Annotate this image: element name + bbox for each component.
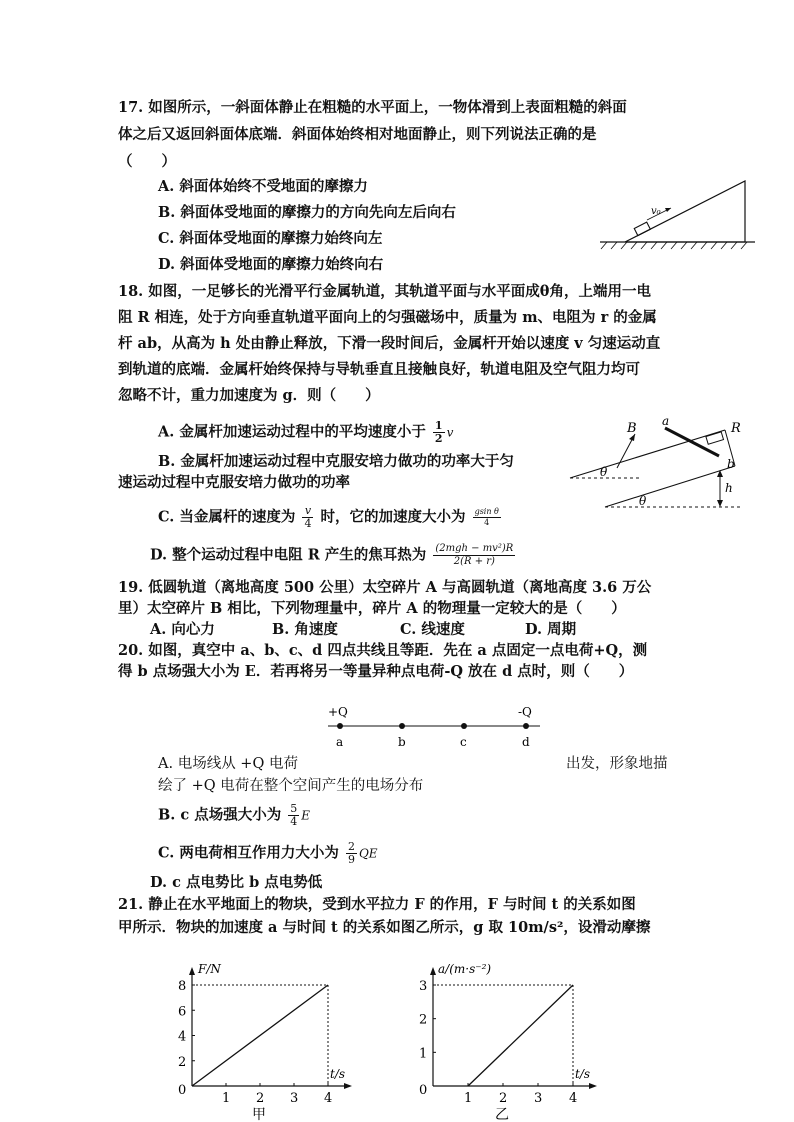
q21-stem-line1: 21. 静止在水平地面上的物块，受到水平拉力 F 的作用，F 与时间 t 的关系如图 bbox=[118, 896, 636, 913]
q20-option-c-text: C. 两电荷相互作用力大小为 bbox=[158, 844, 339, 862]
q18-option-a-fraction bbox=[433, 420, 445, 445]
q18-stem-line2: 阻 R 相连，处于方向垂直轨道平面向上的匀强磁场中，质量为 m、电阻为 r 的金属 bbox=[118, 309, 657, 326]
point-c bbox=[461, 723, 467, 729]
chart-force-vs-time bbox=[170, 955, 360, 1122]
q20-option-c bbox=[158, 841, 378, 866]
q18-option-b-line1: B. 金属杆加速运动过程中克服安培力做功的功率大于匀 bbox=[158, 453, 514, 470]
y-tick-label: 4 bbox=[178, 1029, 187, 1045]
frac-num: v bbox=[302, 505, 313, 518]
y-tick-label: 2 bbox=[178, 1054, 187, 1070]
q20-option-b bbox=[158, 803, 310, 828]
q18-option-c-text2: 时，它的加速度大小为 bbox=[320, 508, 466, 526]
chart-acceleration-vs-time bbox=[412, 955, 612, 1122]
q18-stem-line4: 到轨道的底端．金属杆始终保持与导轨垂直且接触良好，轨道电阻及空气阻力均可 bbox=[118, 361, 640, 378]
x-tick-label: 4 bbox=[569, 1091, 578, 1106]
q20-option-c-fraction bbox=[346, 841, 357, 866]
data-line bbox=[192, 985, 328, 1086]
frac-den: 4 bbox=[290, 815, 298, 828]
frac-den: 2 bbox=[434, 432, 443, 445]
q20-option-a-line2: 绘了 +Q 电荷在整个空间产生的电场分布 bbox=[158, 778, 424, 794]
origin-label: 0 bbox=[178, 1083, 187, 1098]
q18-stem-line3: 杆 ab，从高为 h 处由静止释放，下滑一段时间后，金属杆开始以速度 v 匀速运动直 bbox=[118, 335, 661, 352]
x-axis-arrow bbox=[344, 1083, 352, 1089]
label-c: c bbox=[460, 735, 467, 749]
q20-option-d: D. c 点电势比 b 点电势低 bbox=[150, 874, 323, 891]
q18-option-c-frac1 bbox=[302, 505, 313, 530]
q19-stem-line1: 19. 低圆轨道（离地高度 500 公里）太空碎片 A 与高圆轨道（离地高度 3.6 万公 bbox=[118, 579, 652, 596]
x-tick-label: 2 bbox=[256, 1091, 265, 1106]
x-axis-label: t/s bbox=[330, 1067, 346, 1081]
x-tick-label: 3 bbox=[290, 1091, 299, 1106]
q20-option-c-var: QE bbox=[358, 846, 378, 861]
label-b: b bbox=[398, 735, 406, 749]
q19-option-b: B. 角速度 bbox=[272, 621, 338, 638]
q18-option-a-text: A. 金属杆加速运动过程中的平均速度小于 bbox=[158, 423, 426, 441]
q18-label-h: h bbox=[725, 481, 733, 495]
q17-option-a: A. 斜面体始终不受地面的摩擦力 bbox=[158, 178, 368, 195]
y-tick-label: 3 bbox=[419, 979, 428, 994]
y-axis-label: a/(m·s⁻²) bbox=[438, 962, 492, 976]
frac-num: (2mgh − mv²)R bbox=[435, 543, 514, 554]
q17-incline-figure bbox=[595, 178, 765, 250]
frac-num: 2 bbox=[347, 840, 355, 853]
x-tick-label: 3 bbox=[534, 1091, 543, 1106]
frac-den: 4 bbox=[304, 517, 312, 530]
frac-num: gsin θ bbox=[474, 507, 499, 516]
y-tick-label: 2 bbox=[419, 1012, 428, 1028]
q18-rail-figure bbox=[565, 412, 750, 512]
y-axis-arrow bbox=[430, 967, 436, 975]
chart-title: 乙 bbox=[495, 1107, 509, 1122]
label-a: a bbox=[336, 735, 344, 749]
q17-option-c: C. 斜面体受地面的摩擦力始终向左 bbox=[158, 230, 383, 247]
q18-label-B: B bbox=[627, 421, 637, 436]
point-a bbox=[337, 723, 343, 729]
y-axis-label: F/N bbox=[198, 962, 221, 976]
y-tick-label: 8 bbox=[178, 979, 187, 994]
q17-stem-line2: 体之后又返回斜面体底端．斜面体始终相对地面静止，则下列说法正确的是 bbox=[118, 126, 597, 143]
q18-option-d bbox=[150, 543, 517, 568]
q18-label-theta1: θ bbox=[600, 465, 608, 479]
x-tick-label: 4 bbox=[324, 1091, 333, 1106]
q17-block bbox=[634, 222, 650, 235]
q20-option-b-fraction bbox=[288, 803, 299, 828]
q20-charges-figure bbox=[320, 700, 550, 752]
x-axis-arrow bbox=[589, 1083, 597, 1089]
q18-option-b-line2: 速运动过程中克服安培力做功的功率 bbox=[118, 474, 350, 491]
q18-label-a: a bbox=[662, 414, 670, 428]
q19-stem-line2: 里）太空碎片 B 相比，下列物理量中，碎片 A 的物理量一定较大的是（ ） bbox=[118, 600, 626, 617]
q18-option-a-var: v bbox=[446, 425, 454, 440]
q17-option-d: D. 斜面体受地面的摩擦力始终向右 bbox=[158, 256, 384, 273]
x-tick-label: 1 bbox=[464, 1091, 473, 1106]
q20-option-b-text: B. c 点场强大小为 bbox=[158, 806, 282, 824]
point-d bbox=[523, 723, 529, 729]
x-tick-label: 2 bbox=[499, 1091, 508, 1106]
q18-stem-line1: 18. 如图，一足够长的光滑平行金属轨道，其轨道平面与水平面成θ角，上端用一电 bbox=[118, 283, 651, 300]
origin-label: 0 bbox=[419, 1083, 428, 1098]
q17-option-b: B. 斜面体受地面的摩擦力的方向先向左后向右 bbox=[158, 204, 456, 221]
q18-option-d-fraction bbox=[433, 543, 515, 568]
frac-num: 5 bbox=[290, 802, 298, 815]
q17-stem-line1: 17. 如图所示，一斜面体静止在粗糙的水平面上，一物体滑到上表面粗糙的斜面 bbox=[118, 99, 627, 116]
data-line bbox=[468, 985, 573, 1086]
x-tick-label: 1 bbox=[222, 1091, 231, 1106]
q20-stem-line1: 20. 如图，真空中 a、b、c、d 四点共线且等距．先在 a 点固定一点电荷+Q，测 bbox=[118, 642, 648, 659]
y-axis-arrow bbox=[189, 967, 195, 975]
q19-option-a: A. 向心力 bbox=[150, 621, 215, 638]
q18-option-c bbox=[158, 505, 503, 530]
q17-v0-label: v₀ bbox=[651, 206, 661, 217]
q19-option-d: D. 周期 bbox=[525, 621, 577, 638]
y-tick-label: 6 bbox=[178, 1004, 187, 1020]
label-minus-q: -Q bbox=[518, 705, 532, 719]
q18-label-R: R bbox=[731, 421, 741, 436]
label-plus-q: +Q bbox=[328, 705, 348, 719]
frac-den: 2(R + r) bbox=[453, 556, 495, 567]
x-axis-label: t/s bbox=[575, 1067, 591, 1081]
q18-label-theta2: θ bbox=[639, 494, 647, 508]
y-tick-label: 1 bbox=[419, 1046, 428, 1062]
chart-title: 甲 bbox=[252, 1107, 266, 1122]
q18-label-b: b bbox=[727, 457, 735, 471]
q20-option-a-part2: 出发，形象地描 bbox=[566, 756, 668, 772]
q18-option-c-frac2 bbox=[473, 507, 501, 528]
q18-option-c-text: C. 当金属杆的速度为 bbox=[158, 508, 296, 526]
q18-resistor bbox=[706, 432, 724, 444]
q21-stem-line2: 甲所示．物块的加速度 a 与时间 t 的关系如图乙所示，g 取 10m/s²，设滑动摩擦 bbox=[118, 919, 651, 936]
frac-den: 9 bbox=[347, 853, 355, 866]
label-d: d bbox=[522, 735, 530, 749]
frac-num: 1 bbox=[434, 419, 443, 432]
q20-option-b-var: E bbox=[301, 808, 311, 823]
q19-option-c: C. 线速度 bbox=[400, 621, 465, 638]
q20-option-a-part1: A. 电场线从 +Q 电荷 bbox=[158, 756, 298, 772]
q20-stem-line2: 得 b 点场强大小为 E．若再将另一等量异种点电荷-Q 放在 d 点时，则（ ） bbox=[118, 663, 634, 680]
q17-answer-paren: （ ） bbox=[118, 153, 176, 170]
q18-option-a bbox=[158, 420, 453, 445]
point-b bbox=[399, 723, 405, 729]
frac-den: 4 bbox=[484, 518, 490, 527]
q18-stem-line5: 忽略不计，重力加速度为 g．则（ ） bbox=[118, 387, 380, 404]
q18-option-d-text: D. 整个运动过程中电阻 R 产生的焦耳热为 bbox=[150, 546, 427, 564]
